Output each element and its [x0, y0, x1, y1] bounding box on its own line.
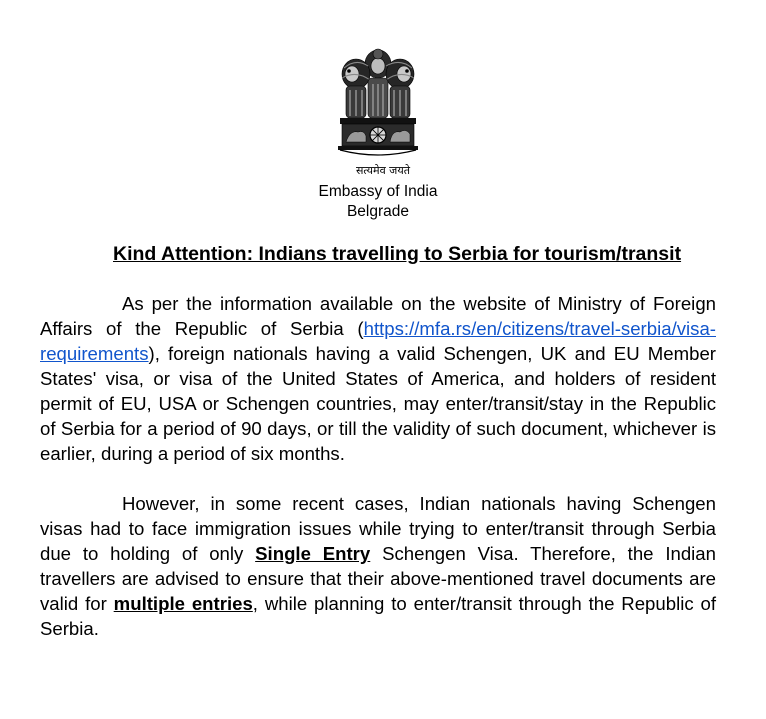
embassy-city: Belgrade — [346, 203, 410, 220]
paragraph-2-text-before: However, in some recent cases, Indian nationals having Schengen visas had to face immigration issues while trying to enter/transit through Serbia due to holding of only — [40, 493, 716, 564]
emblem-motto: सत्यमेव जयते — [355, 164, 410, 177]
single-entry-emphasis: Single Entry — [255, 543, 371, 564]
mfa-visa-requirements-link[interactable]: https://mfa.rs/en/citizens/travel-serbia/visa-requirements — [40, 318, 716, 364]
multiple-entries-emphasis: multiple entries — [113, 593, 253, 614]
embassy-name: Embassy of India — [318, 183, 438, 200]
paragraph-1-text-before: As per the information available on the website of Ministry of Foreign Affairs of the Republic of Serbia ( — [40, 293, 716, 339]
paragraph-2-text-after: , while planning to enter/transit through the Republic of Serbia. — [40, 593, 716, 639]
national-emblem-icon — [336, 44, 420, 164]
paragraph-1-text-after: ), foreign nationals having a valid Schengen, UK and EU Member States' visa, or visa of the United States of America, and holders of resident permit of EU, USA or Schengen countries, may enter/transit/stay in the Republic of Serbia for a period of 90 days, or till the validity of such document, whichever is earlier, during a period of six months. — [40, 343, 716, 464]
notice-paragraph-1 — [40, 291, 716, 466]
notice-heading: Kind Attention: Indians travelling to Serbia for tourism/transit — [113, 243, 682, 265]
paragraph-2-text-mid: Schengen Visa. Therefore, the Indian travellers are advised to ensure that their above-mentioned travel documents are valid for — [40, 543, 716, 614]
notice-paragraph-2 — [40, 491, 716, 641]
